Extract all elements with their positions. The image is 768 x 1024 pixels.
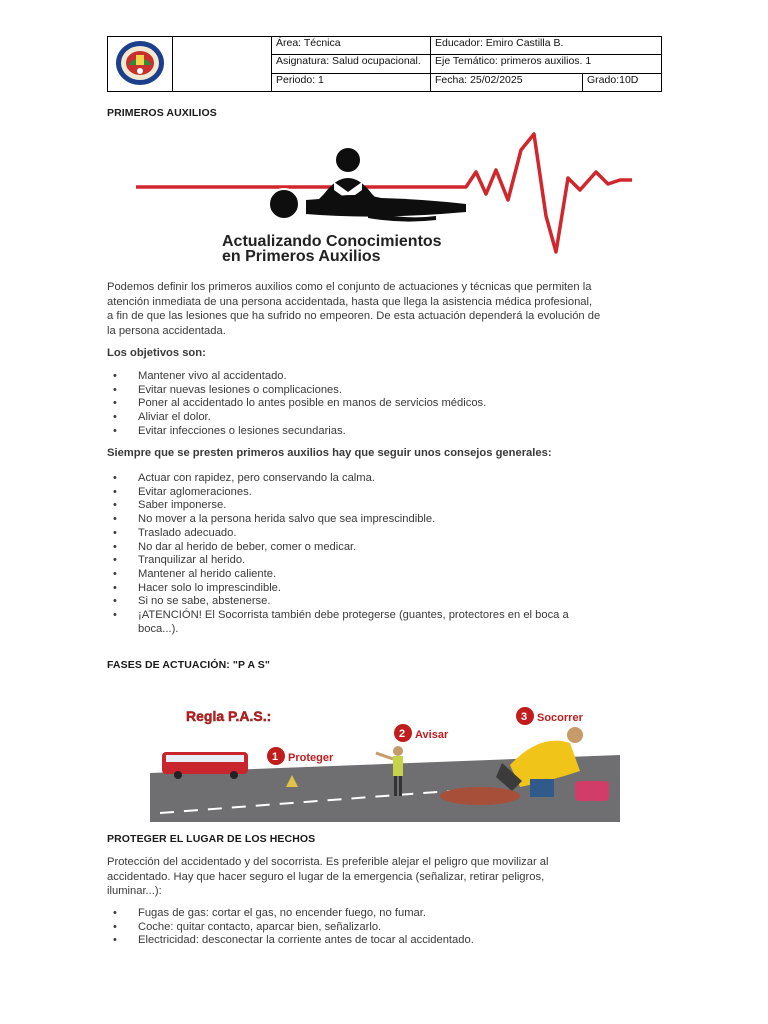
intro-paragraph: Podemos definir los primeros auxilios como el conjunto de actuaciones y técnicas que permiten la atención inmediata de una persona accidentada, hasta que llega la asistencia médica profesional, a fin de que las lesiones que ha sufrido no empeoren. De esta actuación dependerá la evolución de la persona accidentada. bbox=[107, 281, 601, 337]
primeros-auxilios-title: PRIMEROS AUXILIOS bbox=[107, 107, 217, 119]
grado-cell: Grado:10D bbox=[583, 73, 662, 91]
list-item: • Saber imponerse. bbox=[107, 499, 569, 513]
proteger-paragraph: Protección del accidentado y del socorrista. Es preferible alejar el peligro que movilizar al accidentado. Hay que hacer seguro el lugar de la emergencia (señalizar, retirar peligros, iluminar...): bbox=[107, 856, 549, 897]
list-item: • Electricidad: desconectar la corriente antes de tocar al accidentado. bbox=[107, 934, 474, 948]
list-item: • No dar al herido de beber, comer o medicar. bbox=[107, 541, 569, 555]
list-item: • Actuar con rapidez, pero conservando la calma. bbox=[107, 472, 569, 486]
objetivos-heading: Los objetivos son: bbox=[107, 347, 206, 359]
list-item: • Mantener al herido caliente. bbox=[107, 568, 569, 582]
asignatura-cell: Asignatura: Salud ocupacional. bbox=[272, 55, 431, 73]
list-item: • ¡ATENCIÓN! El Socorrista también debe protegerse (guantes, protectores en el boca a boca...). bbox=[107, 609, 569, 636]
list-item: • Traslado adecuado. bbox=[107, 527, 569, 541]
list-item: • No mover a la persona herida salvo que sea imprescindible. bbox=[107, 513, 569, 527]
first-aid-banner-image bbox=[136, 120, 632, 265]
fases-title: FASES DE ACTUACIÓN: "P A S" bbox=[107, 659, 270, 671]
eje-tematico-cell: Eje Temático: primeros auxilios. 1 bbox=[431, 55, 662, 73]
proteger-title: PROTEGER EL LUGAR DE LOS HECHOS bbox=[107, 833, 316, 845]
consejos-heading: Siempre que se presten primeros auxilios hay que seguir unos consejos generales: bbox=[107, 447, 552, 459]
list-item: • Evitar aglomeraciones. bbox=[107, 486, 569, 500]
educador-cell: Educador: Emiro Castilla B. bbox=[431, 37, 662, 55]
step-1-number: 1 bbox=[272, 751, 279, 763]
school-seal-logo bbox=[114, 39, 166, 87]
banner-title-line2: en Primeros Auxilios bbox=[222, 248, 381, 265]
fecha-cell: Fecha: 25/02/2025 bbox=[431, 73, 583, 91]
list-item: • Aliviar el dolor. bbox=[107, 411, 486, 425]
step-2-number: 2 bbox=[399, 728, 406, 740]
pas-title: Regla P.A.S.: bbox=[186, 708, 272, 724]
list-item: • Coche: quitar contacto, aparcar bien, señalizarlo. bbox=[107, 921, 474, 935]
list-item: • Evitar infecciones o lesiones secundarias. bbox=[107, 425, 486, 439]
step-3-label: Socorrer bbox=[537, 712, 583, 724]
step-1-label: Proteger bbox=[288, 752, 334, 764]
pas-rule-illustration bbox=[150, 695, 620, 822]
step-3-number: 3 bbox=[521, 711, 528, 723]
proteger-list bbox=[107, 907, 474, 948]
list-item: • Hacer solo lo imprescindible. bbox=[107, 582, 569, 596]
banner-title-line1: Actualizando Conocimientos bbox=[222, 233, 442, 250]
list-item: • Si no se sabe, abstenerse. bbox=[107, 595, 569, 609]
consejos-list bbox=[107, 472, 569, 636]
list-item: • Fugas de gas: cortar el gas, no encender fuego, no fumar. bbox=[107, 907, 474, 921]
list-item: • Mantener vivo al accidentado. bbox=[107, 370, 486, 384]
list-item: • Tranquilizar al herido. bbox=[107, 554, 569, 568]
list-item: • Evitar nuevas lesiones o complicaciones. bbox=[107, 384, 486, 398]
blank-cell bbox=[173, 37, 272, 92]
step-2-label: Avisar bbox=[415, 729, 449, 741]
header-table bbox=[107, 36, 662, 92]
objetivos-list bbox=[107, 370, 486, 439]
area-cell: Área: Técnica bbox=[272, 37, 431, 55]
list-item: • Poner al accidentado lo antes posible en manos de servicios médicos. bbox=[107, 397, 486, 411]
periodo-cell: Periodo: 1 bbox=[272, 73, 431, 91]
school-logo-cell bbox=[108, 37, 173, 92]
